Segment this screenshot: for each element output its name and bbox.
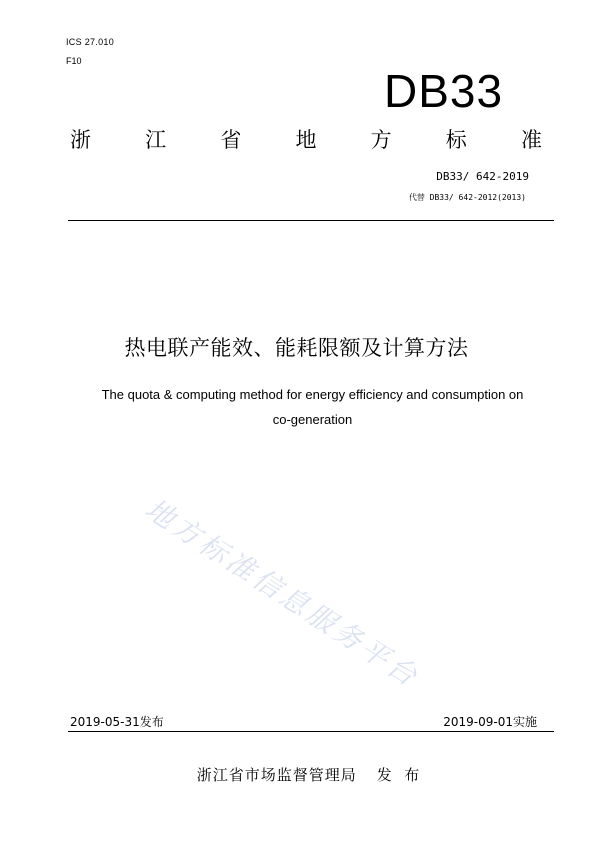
title-char-1: 浙 — [70, 128, 91, 152]
header-divider — [68, 220, 554, 221]
standard-type-title — [70, 130, 542, 151]
issue-date: 2019-05-31发布 — [70, 715, 164, 729]
title-char-6: 标 — [445, 128, 467, 152]
publisher-line — [0, 764, 595, 785]
footer-divider — [68, 731, 554, 732]
implement-date: 2019-09-01实施 — [443, 715, 537, 729]
ics-code: ICS 27.010 — [66, 37, 115, 47]
document-title-en — [80, 382, 545, 432]
standard-code-heading: DB33 — [384, 65, 504, 117]
title-char-4: 地 — [295, 128, 317, 152]
document-title-cn: 热电联产能效、能耗限额及计算方法 — [124, 336, 469, 360]
title-en-line-1: The quota & computing method for energy efficiency and consumption on — [101, 387, 524, 402]
title-en-line-2: co-generation — [272, 412, 353, 427]
standard-number: DB33/ 642-2019 — [436, 170, 529, 183]
classification-code: F10 — [66, 56, 82, 66]
replaces-standard: 代替 DB33/ 642-2012(2013) — [408, 193, 526, 202]
title-char-7: 准 — [520, 128, 542, 152]
title-char-2: 江 — [145, 128, 167, 152]
title-char-3: 省 — [220, 128, 242, 152]
publish-word: 发 布 — [376, 766, 421, 784]
title-char-5: 方 — [370, 128, 392, 152]
publisher-name: 浙江省市场监督管理局 — [196, 766, 357, 784]
watermark: 地方标准信息服务平台 — [139, 492, 426, 695]
